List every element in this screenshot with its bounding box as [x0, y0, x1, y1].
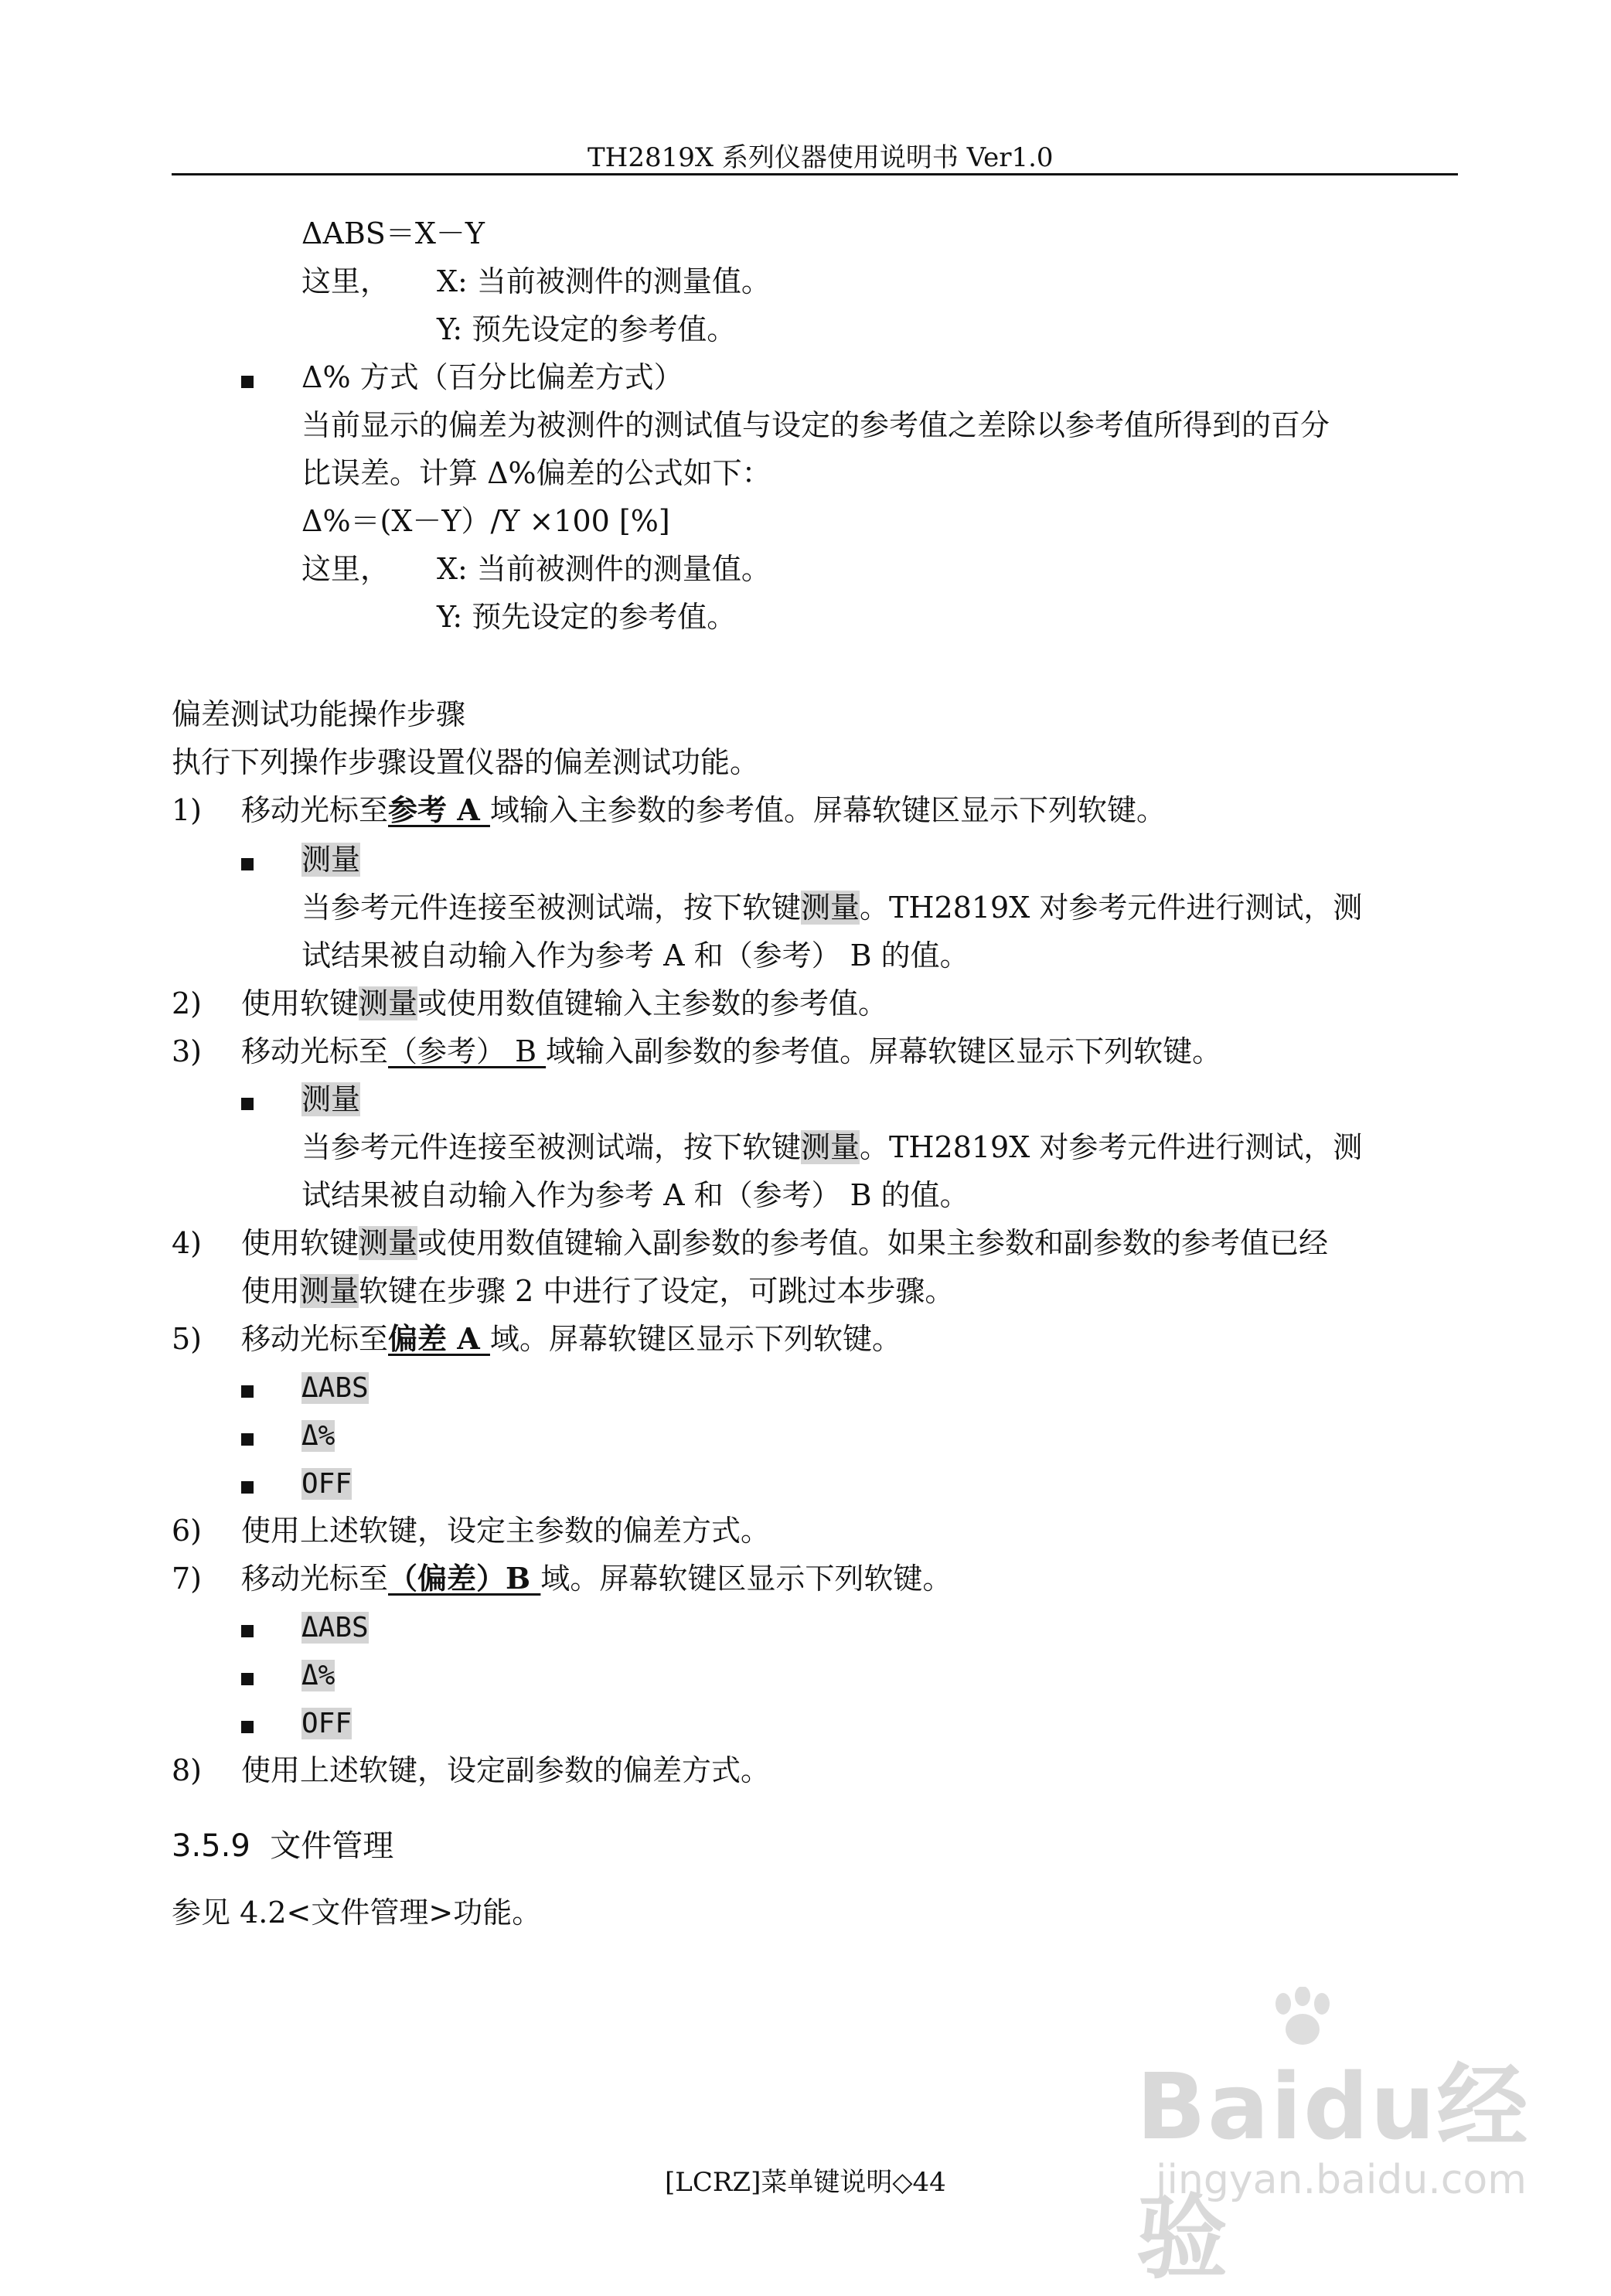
- page-footer: [LCRZ]菜单键说明◇44: [665, 2167, 946, 2198]
- step-3-desc-line1: 当参考元件连接至被测试端，按下软键测量。TH2819X 对参考元件进行测试，测: [301, 1130, 1363, 1164]
- step-3-number: 3): [172, 1034, 203, 1068]
- step-1-desc-line1: 当参考元件连接至被测试端，按下软键测量。TH2819X 对参考元件进行测试，测: [301, 891, 1363, 925]
- bullet-icon: [241, 1481, 254, 1494]
- pct-desc-line1: 当前显示的偏差为被测件的测试值与设定的参考值之差除以参考值所得到的百分: [301, 408, 1330, 442]
- step-4-text-line2: 使用测量软键在步骤 2 中进行了设定，可跳过本步骤。: [241, 1274, 955, 1308]
- section-heading: 3.5.9 文件管理: [172, 1828, 394, 1864]
- bullet-icon: [241, 858, 254, 870]
- watermark-url: jingyan.baidu.com: [1156, 2157, 1527, 2203]
- bullet-icon: [241, 1721, 254, 1733]
- section-body: 参见 4.2<文件管理>功能。: [172, 1896, 542, 1930]
- bullet-icon: [241, 1433, 254, 1446]
- field-deviation-a: 偏差 A: [388, 1321, 490, 1356]
- bullet-icon: [241, 1098, 254, 1110]
- step-3-text: 移动光标至（参考） B 域输入副参数的参考值。屏幕软键区显示下列软键。: [241, 1034, 1222, 1068]
- page-header: TH2819X 系列仪器使用说明书 Ver1.0: [588, 142, 1054, 173]
- field-deviation-b: （偏差）B: [388, 1561, 541, 1596]
- step-3-desc-line2: 试结果被自动输入作为参考 A 和（参考） B 的值。: [301, 1178, 969, 1212]
- pct-formula: Δ%＝(X－Y）/Y ×100 [%]: [301, 504, 670, 538]
- step-6-number: 6): [172, 1514, 203, 1548]
- step-5-number: 5): [172, 1322, 203, 1356]
- step-7-softkey-off: OFF: [301, 1708, 353, 1739]
- step-2-text: 使用软键测量或使用数值键输入主参数的参考值。: [241, 986, 888, 1020]
- step-4-text: 使用软键测量或使用数值键输入副参数的参考值。如果主参数和副参数的参考值已经: [241, 1226, 1329, 1260]
- step-5-softkey-pct: Δ%: [301, 1420, 335, 1452]
- bullet-icon: [241, 1385, 254, 1398]
- step-1-number: 1): [172, 793, 203, 827]
- step-4-number: 4): [172, 1226, 203, 1260]
- field-reference-b: （参考） B: [388, 1034, 547, 1068]
- abs-formula: ΔABS＝X－Y: [301, 216, 485, 250]
- step-7-softkey-pct: Δ%: [301, 1660, 335, 1691]
- abs-x-definition: X: 当前被测件的测量值。: [437, 264, 771, 298]
- bullet-icon: [241, 1673, 254, 1685]
- pct-desc-line2: 比误差。计算 Δ%偏差的公式如下：: [301, 456, 771, 490]
- step-8-text: 使用上述软键，设定副参数的偏差方式。: [241, 1753, 771, 1787]
- step-7-softkey-abs: ΔABS: [301, 1612, 369, 1644]
- step-1-desc-line2: 试结果被自动输入作为参考 A 和（参考） B 的值。: [301, 938, 969, 973]
- step-5-text: 移动光标至偏差 A 域。屏幕软键区显示下列软键。: [241, 1321, 901, 1356]
- pct-mode-title: Δ% 方式（百分比偏差方式）: [301, 360, 683, 394]
- step-7-number: 7): [172, 1562, 203, 1596]
- step-2-number: 2): [172, 986, 203, 1020]
- step-8-number: 8): [172, 1753, 203, 1787]
- step-3-softkey: 测量: [301, 1082, 361, 1116]
- step-1-text: 移动光标至参考 A 域输入主参数的参考值。屏幕软键区显示下列软键。: [241, 792, 1166, 827]
- step-1-softkey: 测量: [301, 843, 361, 877]
- step-5-softkey-abs: ΔABS: [301, 1372, 369, 1404]
- bullet-icon: [241, 1625, 254, 1637]
- pct-where-label: 这里，: [301, 552, 390, 586]
- watermark-brand: Baidu经验: [1136, 2053, 1530, 2291]
- procedure-intro: 执行下列操作步骤设置仪器的偏差测试功能。: [172, 745, 760, 779]
- field-reference-a: 参考 A: [388, 792, 490, 827]
- abs-where-label: 这里，: [301, 264, 390, 298]
- header-rule: [172, 173, 1458, 175]
- procedure-heading: 偏差测试功能操作步骤: [172, 697, 466, 731]
- step-5-softkey-off: OFF: [301, 1468, 353, 1500]
- step-7-text: 移动光标至（偏差）B 域。屏幕软键区显示下列软键。: [241, 1561, 952, 1596]
- paw-icon: [1268, 1987, 1337, 2049]
- step-6-text: 使用上述软键，设定主参数的偏差方式。: [241, 1514, 771, 1548]
- bullet-icon: [241, 376, 254, 388]
- abs-y-definition: Y: 预先设定的参考值。: [437, 312, 737, 346]
- pct-y-definition: Y: 预先设定的参考值。: [437, 600, 737, 634]
- pct-x-definition: X: 当前被测件的测量值。: [437, 552, 771, 586]
